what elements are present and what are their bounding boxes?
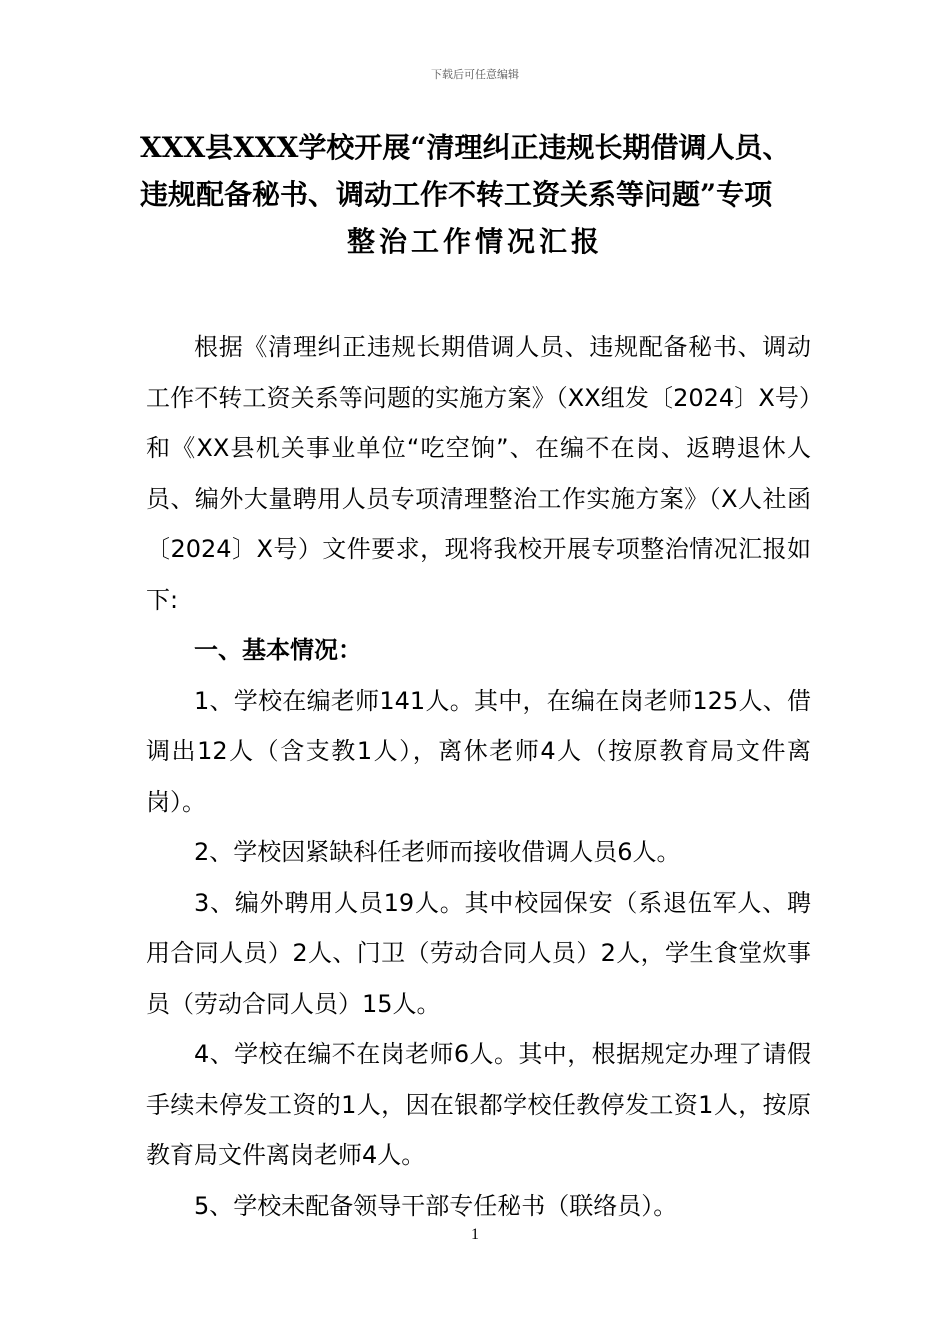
list-item: 3、编外聘用人员19人。其中校园保安（系退伍军人、聘用合同人员）2人、门卫（劳动合同人员）2人，学生食堂炊事员（劳动合同人员）15人。 xyxy=(146,888,811,1018)
document-body xyxy=(146,322,811,1231)
list-item: 1、学校在编老师141人。其中，在编在岗老师125人、借调出12人（含支教1人），离休老师4人（按原教育局文件离岗）。 xyxy=(146,686,811,816)
intro-paragraph: 根据《清理纠正违规长期借调人员、违规配备秘书、调动工作不转工资关系等问题的实施方案》（XX组发〔2024〕X号）和《XX县机关事业单位“吃空饷”、在编不在岗、返聘退休人员、编外大量聘用人员专项清理整治工作实施方案》（X人社函〔2024〕X号）文件要求，现将我校开展专项整治情况汇报如下: xyxy=(146,333,811,614)
list-item: 2、学校因紧缺科任老师而接收借调人员6人。 xyxy=(194,838,681,866)
title-line-2: 违规配备秘书、调动工作不转工资关系等问题”专项 xyxy=(140,178,773,211)
title-line-1: XXX县XXX学校开展“清理纠正违规长期借调人员、 xyxy=(140,131,791,164)
title-line-3: 整治工作情况汇报 xyxy=(346,225,603,258)
header-note: 下载后可任意编辑 xyxy=(431,68,519,81)
document-title xyxy=(140,124,810,265)
page-number: 1 xyxy=(471,1226,479,1243)
section-heading-basic-info: 一、基本情况： xyxy=(194,636,362,664)
list-item: 4、学校在编不在岗老师6人。其中，根据规定办理了请假手续未停发工资的1人，因在银都学校任教停发工资1人，按原教育局文件离岗老师4人。 xyxy=(146,1040,811,1169)
list-item: 5、学校未配备领导干部专任秘书（联络员）。 xyxy=(194,1191,678,1220)
